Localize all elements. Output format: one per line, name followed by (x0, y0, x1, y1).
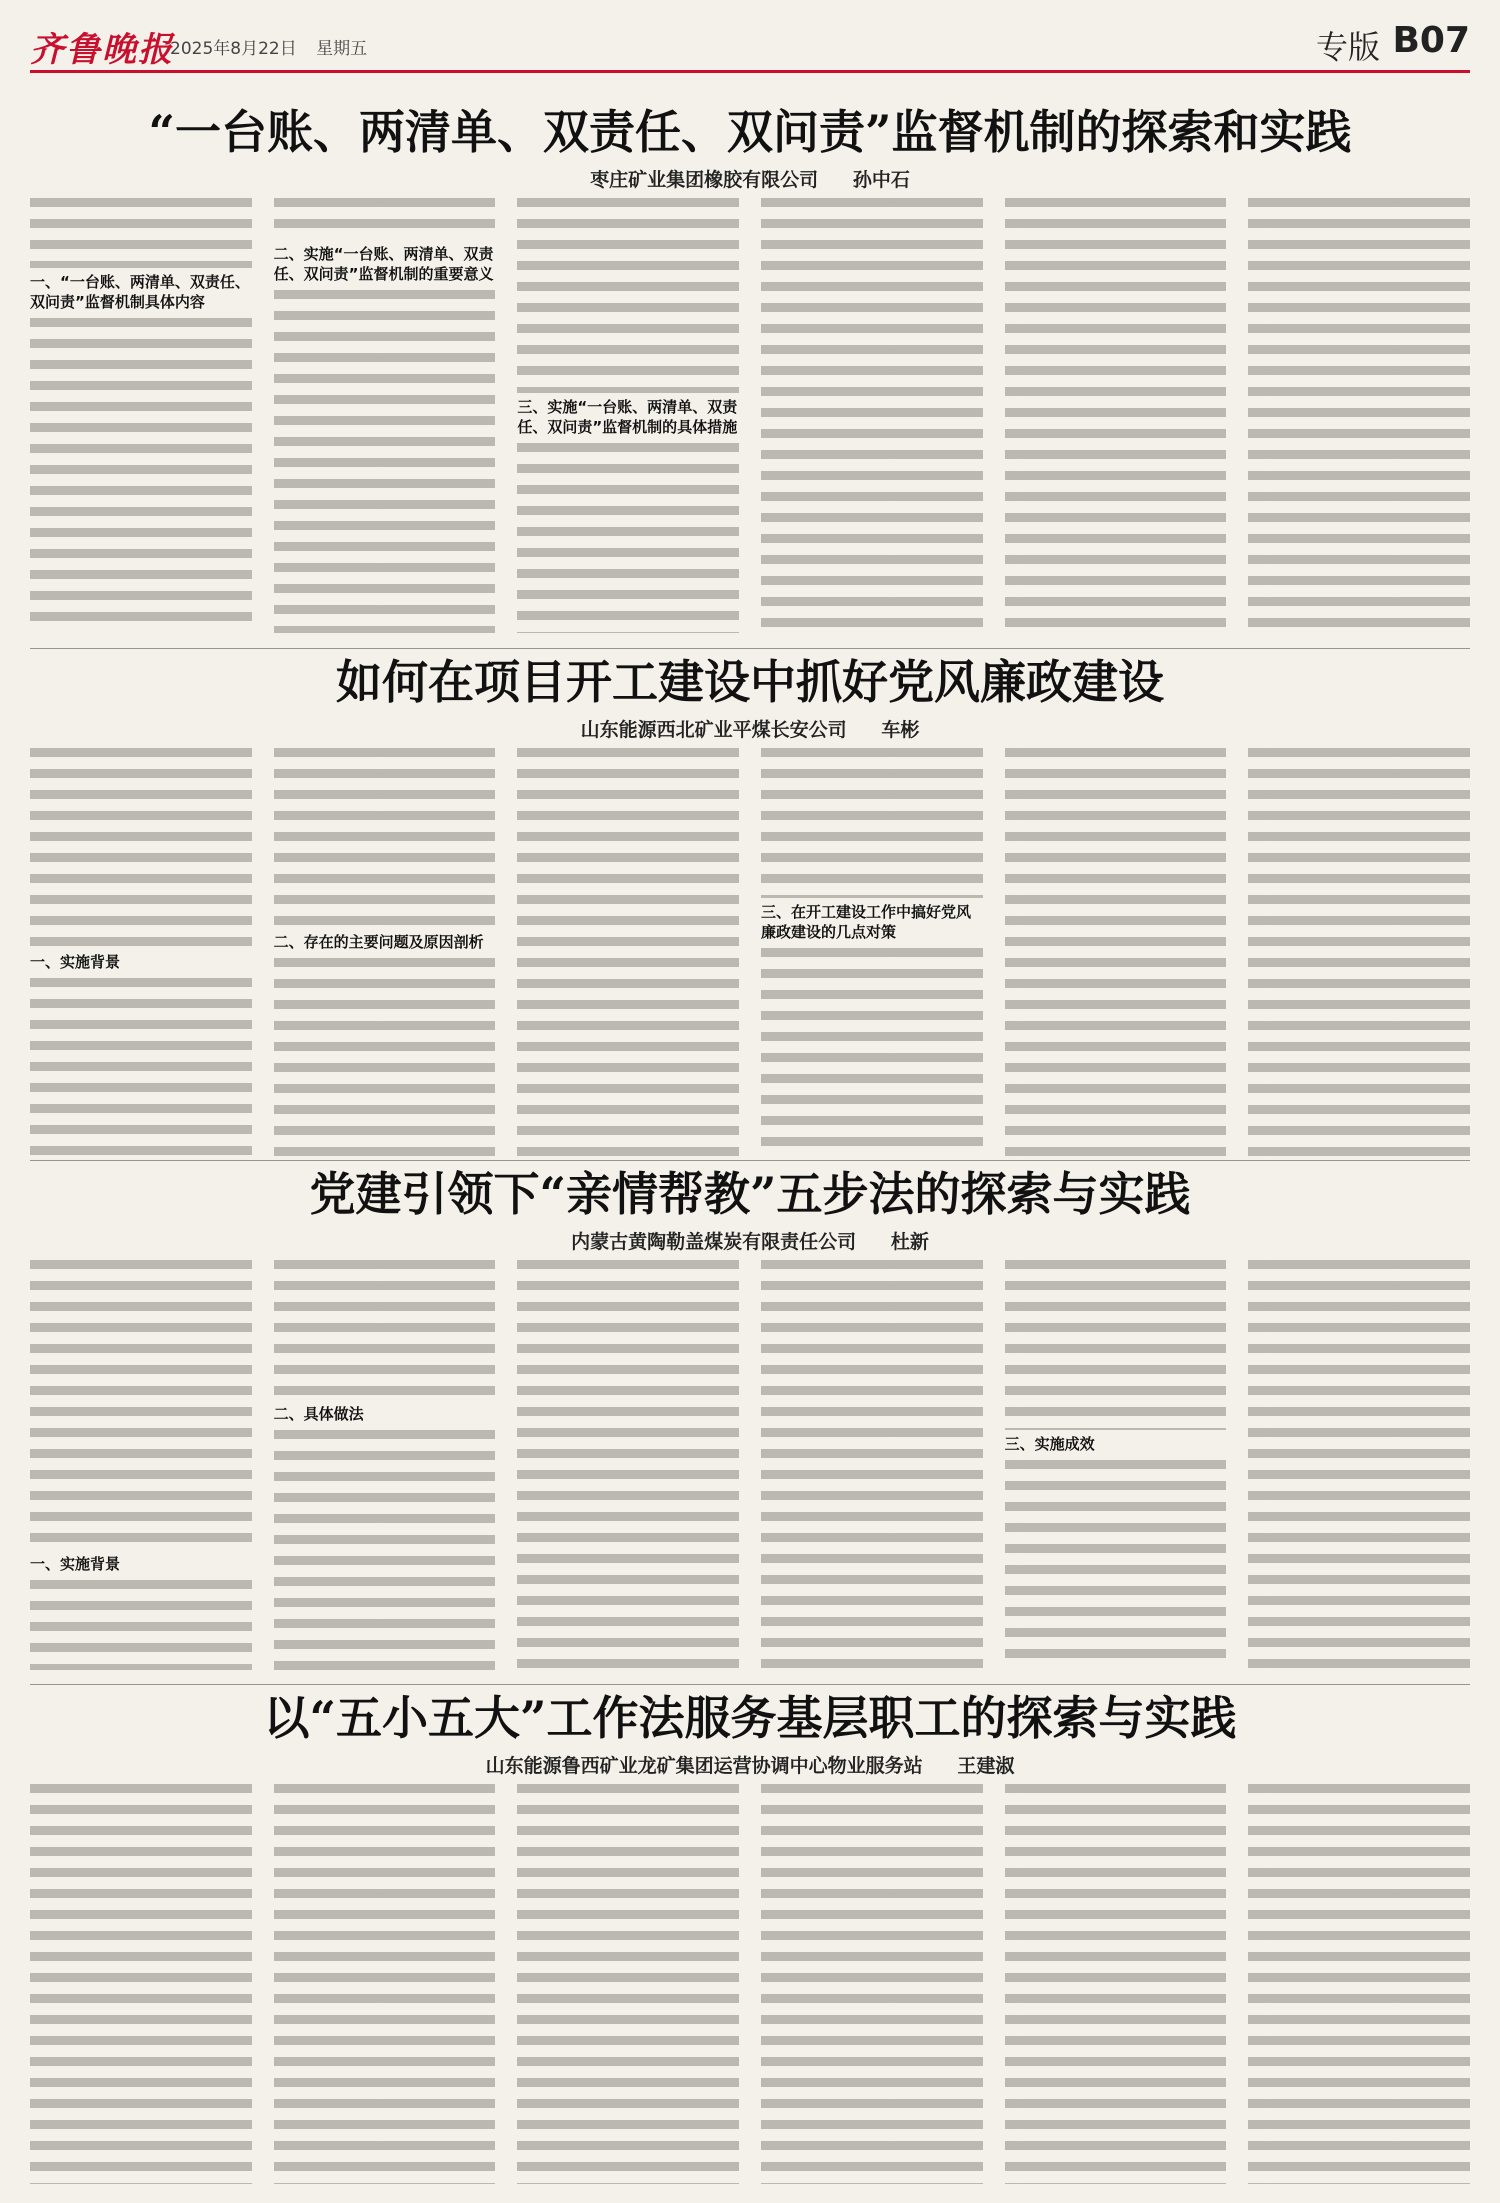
text-column (517, 1260, 739, 1678)
byline-org: 山东能源鲁西矿业龙矿集团运营协调中心物业服务站 (485, 1755, 923, 1777)
section-label: 专版 (1315, 28, 1380, 66)
article-headline: 如何在项目开工建设中抓好党风廉政建设 (336, 655, 1164, 709)
text-lines (274, 748, 496, 928)
article-divider (30, 1684, 1470, 1685)
text-lines (274, 1260, 496, 1400)
section-subhead: 三、实施“一台账、两清单、双责任、双问责”监督机制的具体措施 (517, 398, 738, 436)
byline-author: 孙中石 (852, 169, 910, 191)
text-column (517, 748, 739, 1156)
text-column (30, 198, 252, 633)
text-lines (1005, 198, 1227, 633)
section-subhead: 三、实施成效 (1004, 1435, 1095, 1453)
section-subhead: 三、在开工建设工作中搞好党风廉政建设的几点对策 (761, 903, 972, 941)
text-lines (30, 978, 252, 1156)
text-lines (274, 290, 496, 633)
text-lines (30, 748, 252, 948)
byline-author: 王建淑 (957, 1755, 1015, 1777)
article-byline (30, 716, 1470, 744)
text-column (30, 1784, 252, 2184)
text-column (1005, 748, 1227, 1156)
article-headline: “一台账、两清单、双责任、双问责”监督机制的探索和实践 (148, 105, 1352, 159)
text-lines (761, 1784, 983, 2184)
text-lines (1005, 1260, 1227, 1430)
byline-org: 内蒙古黄陶勒盖煤炭有限责任公司 (571, 1231, 857, 1253)
article-byline (30, 1752, 1470, 1780)
text-column (30, 748, 252, 1156)
text-lines (517, 748, 739, 1156)
article-2-body (30, 748, 1470, 1156)
text-lines (517, 198, 739, 393)
section-subhead: 二、具体做法 (273, 1405, 364, 1423)
text-column (274, 748, 496, 1156)
text-lines (30, 1580, 252, 1670)
article-3 (30, 1162, 1470, 1256)
article-byline (30, 166, 1470, 194)
date-line (170, 34, 381, 59)
text-column (1248, 1260, 1470, 1678)
article-1-body (30, 198, 1470, 633)
text-lines (761, 948, 983, 1156)
text-column (1248, 198, 1470, 633)
text-lines (30, 318, 252, 633)
section-subhead: 二、实施“一台账、两清单、双责任、双问责”监督机制的重要意义 (273, 245, 494, 283)
text-lines (274, 198, 496, 240)
text-column (274, 1784, 496, 2184)
text-column (1248, 748, 1470, 1156)
section-subhead: 一、“一台账、两清单、双责任、双问责”监督机制具体内容 (30, 273, 250, 311)
text-lines (1005, 1784, 1227, 2184)
article-headline: 以“五小五大”工作法服务基层职工的探索与实践 (263, 1691, 1237, 1745)
text-column (1248, 1784, 1470, 2184)
text-lines (30, 1260, 252, 1550)
text-lines (761, 1260, 983, 1678)
byline-author: 杜新 (890, 1231, 929, 1253)
text-column (30, 1260, 252, 1678)
article-2 (30, 650, 1470, 744)
issue-date: 2025年8月22日 (170, 39, 297, 59)
article-divider (30, 648, 1470, 649)
section-subhead: 二、存在的主要问题及原因剖析 (273, 933, 484, 951)
text-column (274, 198, 496, 633)
text-column (761, 198, 983, 633)
text-lines (274, 1430, 496, 1670)
article-1 (30, 100, 1470, 194)
text-column (517, 198, 739, 633)
text-column (517, 1784, 739, 2184)
text-column (761, 748, 983, 1156)
text-lines (30, 1784, 252, 2184)
section-subhead: 一、实施背景 (30, 953, 121, 971)
text-lines (1005, 1460, 1227, 1670)
article-4 (30, 1686, 1470, 1780)
text-lines (1248, 1260, 1470, 1678)
text-lines (274, 1784, 496, 2184)
text-lines (517, 1784, 739, 2184)
article-byline (30, 1228, 1470, 1256)
newspaper-logo: 齐鲁晚报 (30, 30, 174, 70)
text-lines (761, 198, 983, 633)
text-lines (761, 748, 983, 898)
issue-weekday: 星期五 (316, 39, 368, 59)
text-column (761, 1260, 983, 1678)
byline-org: 山东能源西北矿业平煤长安公司 (580, 719, 847, 741)
text-lines (30, 198, 252, 268)
text-column (274, 1260, 496, 1678)
text-column (1005, 1260, 1227, 1678)
masthead (30, 20, 1470, 73)
article-divider (30, 1160, 1470, 1161)
section-subhead: 一、实施背景 (30, 1555, 121, 1573)
byline-author: 车彬 (881, 719, 920, 741)
text-column (761, 1784, 983, 2184)
text-lines (274, 958, 496, 1156)
text-column (1005, 1784, 1227, 2184)
text-lines (1005, 748, 1227, 1156)
article-4-body (30, 1784, 1470, 2184)
text-lines (517, 443, 739, 633)
byline-org: 枣庄矿业集团橡胶有限公司 (590, 169, 819, 191)
page-number: B07 (1392, 20, 1470, 61)
article-3-body (30, 1260, 1470, 1678)
text-lines (1248, 198, 1470, 633)
text-lines (1248, 748, 1470, 1156)
article-headline: 党建引领下“亲情帮教”五步法的探索与实践 (309, 1167, 1191, 1221)
text-lines (517, 1260, 739, 1678)
text-column (1005, 198, 1227, 633)
text-lines (1248, 1784, 1470, 2184)
